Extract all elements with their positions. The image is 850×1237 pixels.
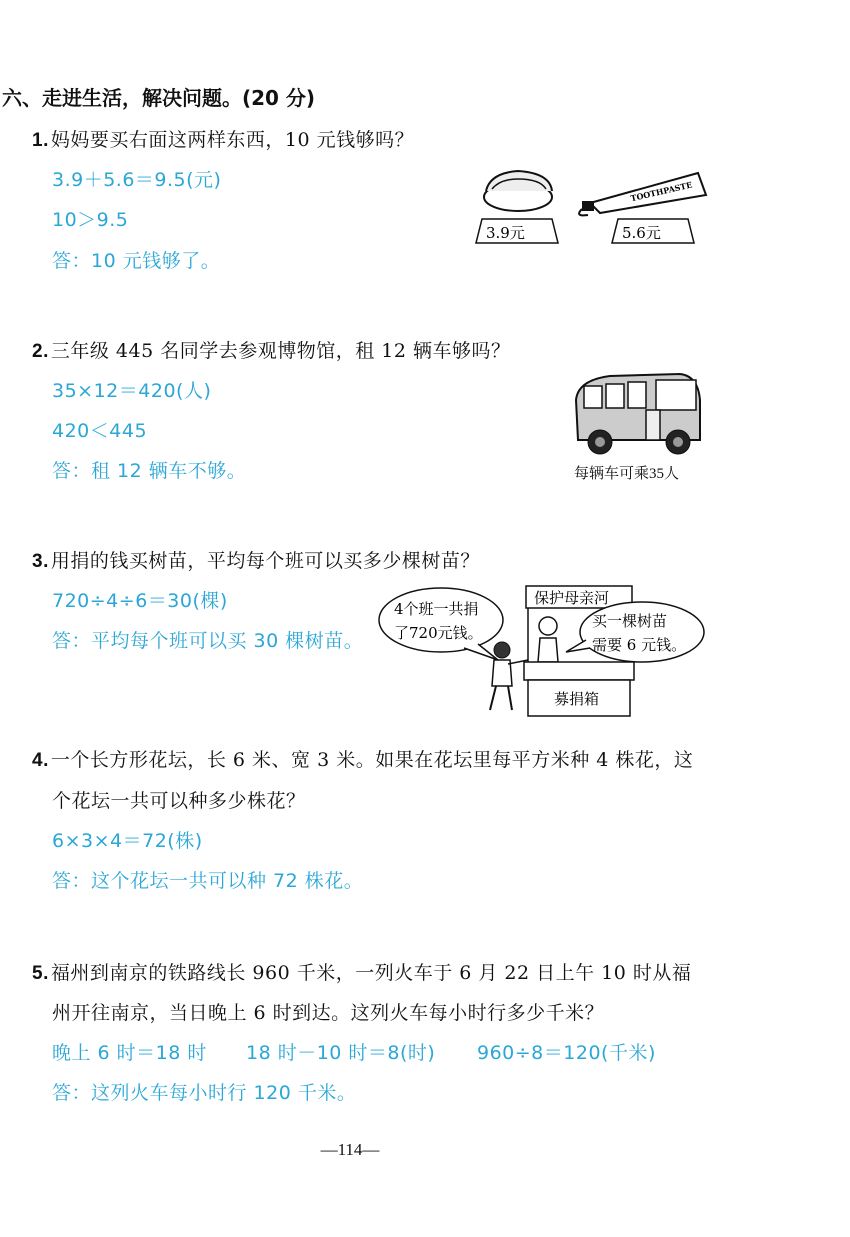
answer-line: 18 时－10 时＝8(时) bbox=[246, 1042, 436, 1064]
question-text-cont: 个花坛一共可以种多少株花？ bbox=[52, 790, 306, 812]
question-text: 用捐的钱买树苗，平均每个班可以买多少棵树苗？ bbox=[50, 550, 480, 572]
bubble-right-line: 买一棵树苗 bbox=[592, 612, 668, 630]
answer-line: 答：这个花坛一共可以种 72 株花。 bbox=[52, 870, 364, 892]
question-1 bbox=[32, 125, 414, 152]
donation-scene-illustration bbox=[378, 582, 706, 718]
answer-line: 答：平均每个班可以买 30 棵树苗。 bbox=[52, 630, 364, 652]
question-number: 4. bbox=[32, 750, 49, 771]
bubble-right-line: 需要 6 元钱。 bbox=[592, 636, 687, 654]
answer-line: 晚上 6 时＝18 时 bbox=[52, 1042, 207, 1064]
answer-line: 10＞9.5 bbox=[52, 209, 129, 231]
answer-line: 答：租 12 辆车不够。 bbox=[52, 460, 247, 482]
bubble-left-line: 了720元钱。 bbox=[394, 624, 483, 642]
answer-line: 答：10 元钱够了。 bbox=[52, 250, 221, 272]
question-2 bbox=[32, 336, 510, 363]
question-5 bbox=[32, 958, 691, 985]
answer-line: 答：这列火车每小时行 120 千米。 bbox=[52, 1082, 357, 1104]
question-text-cont: 州开往南京，当日晚上 6 时到达。这列火车每小时行多少千米？ bbox=[52, 1002, 605, 1024]
answer-line: 6×3×4＝72(株) bbox=[52, 830, 203, 852]
soap-price: 3.9元 bbox=[486, 224, 525, 242]
question-number: 2. bbox=[32, 341, 49, 362]
speech-bubble-left bbox=[379, 588, 503, 652]
page-number: —114— bbox=[320, 1140, 380, 1159]
donation-box-label: 募捐箱 bbox=[554, 690, 600, 708]
question-number: 3. bbox=[32, 551, 49, 572]
person-icon bbox=[539, 617, 557, 635]
bus-caption: 每辆车可乘35人 bbox=[574, 466, 680, 482]
question-number: 5. bbox=[32, 963, 49, 984]
question-3 bbox=[32, 546, 480, 573]
sign-text: 保护母亲河 bbox=[534, 589, 610, 607]
question-text: 妈妈要买右面这两样东西，10 元钱够吗？ bbox=[50, 129, 415, 151]
question-text: 福州到南京的铁路线长 960 千米，一列火车于 6 月 22 日上午 10 时从福 bbox=[50, 962, 692, 984]
question-text: 三年级 445 名同学去参观博物馆，租 12 辆车够吗？ bbox=[50, 340, 511, 362]
soap-toothpaste-illustration bbox=[470, 155, 710, 250]
answer-line: 420＜445 bbox=[52, 420, 148, 442]
student-icon bbox=[494, 642, 510, 658]
toothpaste-price: 5.6元 bbox=[622, 224, 661, 242]
answer-line: 3.9＋5.6＝9.5(元) bbox=[52, 169, 222, 191]
toothpaste-brand: TOOTHPASTE bbox=[629, 179, 694, 204]
bubble-left-line: 4个班一共捐 bbox=[394, 600, 479, 618]
bus-icon bbox=[570, 370, 705, 458]
question-4 bbox=[32, 745, 693, 772]
question-text: 一个长方形花坛，长 6 米、宽 3 米。如果在花坛里每平方米种 4 株花，这 bbox=[50, 749, 694, 771]
soap-icon bbox=[484, 171, 552, 211]
answer-line: 720÷4÷6＝30(棵) bbox=[52, 590, 228, 612]
section-title: 六、走进生活，解决问题。(20 分) bbox=[2, 86, 316, 110]
answer-line: 35×12＝420(人) bbox=[52, 380, 212, 402]
question-number: 1. bbox=[32, 130, 49, 151]
toothpaste-icon bbox=[579, 173, 706, 215]
answer-line: 960÷8＝120(千米) bbox=[477, 1042, 656, 1064]
